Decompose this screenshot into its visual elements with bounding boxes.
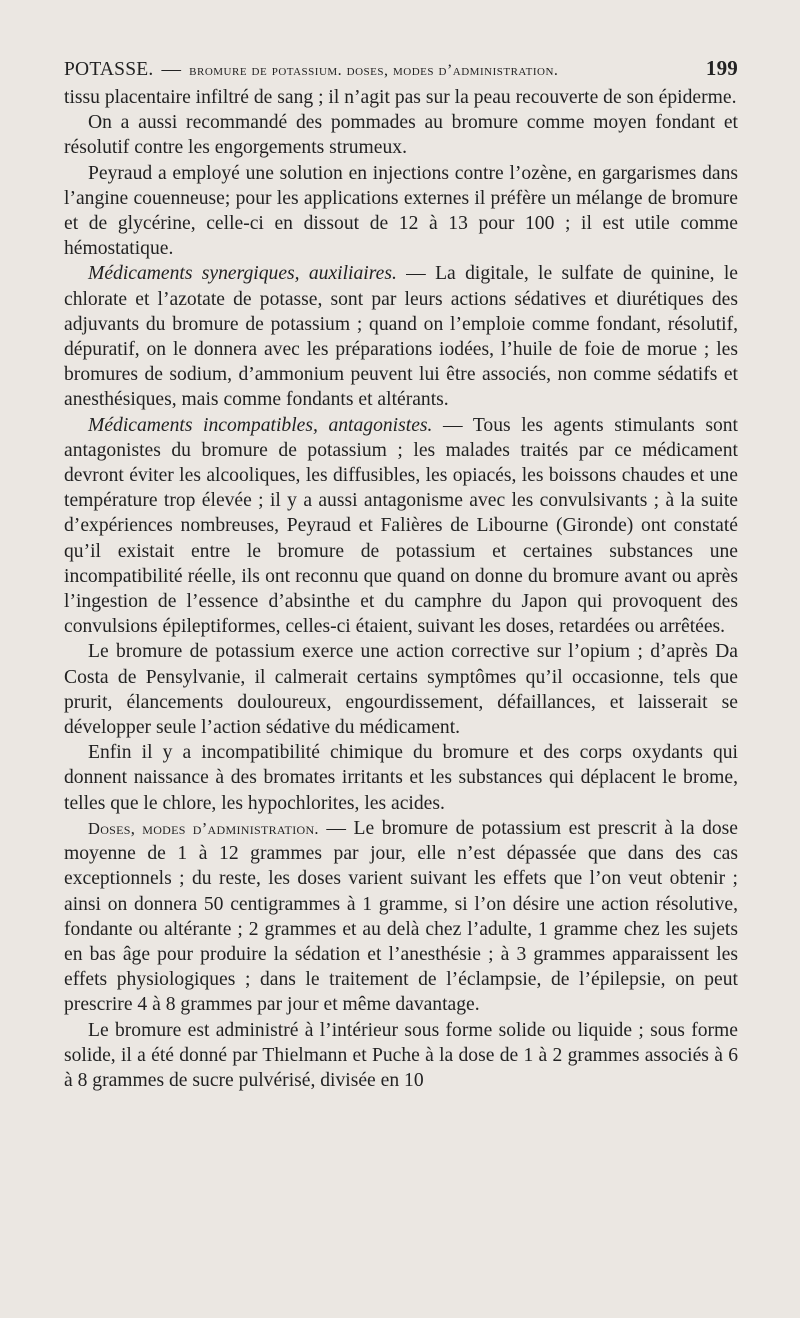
running-title-left: POTASSE.	[64, 59, 154, 80]
section-heading-doses: Doses, modes d’administration.	[88, 818, 319, 838]
paragraph-synergiques: Médicaments synergiques, auxiliaires. — La digitale, le sulfate de quinine, le chlorate et l’azotate de potasse, sont par leurs actions sédatives et diurétiques des adjuvants du bromure de potassium ; quand on l’emploie comme fondant, résolutif, dépuratif, on le donnera avec les préparations iodées, l’huile de foie de morue ; les bromures de sodium, d’ammonium peuvent lui être associés, non comme sédatifs et anesthésiques, mais comme fondants et altérants.	[64, 263, 739, 411]
paragraph-incompatibles: Médicaments incompatibles, antagonistes. — Tous les agents stimulants sont antagonistes du bromure de potassium ; les malades traités par ce médicament devront éviter les alcooliques, les diffusibles, les opiacés, les boissons chaudes et une température trop élevée ; il y a aussi antagonisme avec les convulsivants ; à la suite d’expériences nombreuses, Peyraud et Falières de Libourne (Gironde) ont constaté qu’il existait entre le bromure de potassium et certaines substances une incompatibilité réelle, ils ont reconnu que quand on donne du bromure avant ou après l’ingestion de l’essence d’absinthe et du camphre du Japon qui provoquent des convulsions épileptiformes, celles-ci étaient, suivant les doses, retardées ou arrêtées.	[64, 414, 739, 638]
paragraph-doses: Doses, modes d’administration. — Le bromure de potassium est prescrit à la dose moyenne de 1 à 12 grammes par jour, elle n’est dépassée que dans des cas exceptionnels ; du reste, les doses varient suivant les effets que l’on veut obtenir ; ainsi on donnera 50 centigrammes à 1 gramme, si l’on désire une action résolutive, fondante ou altérante ; 2 grammes et au delà chez l’adulte, 1 gramme chez les sujets en bas âge pour produire la sédation et l’anesthésie ; à 3 grammes apparaissent les effets physiologiques ; dans le traitement de l’éclampsie, de l’épilepsie, on peut prescrire 4 à 8 grammes par jour et même davantage.	[64, 817, 738, 1016]
paragraph-opium: Le bromure de potassium exerce une action corrective sur l’opium ; d’après Da Costa de Pensylvanie, il calmerait certains symptômes qu’il occasionne, tels que prurit, élancements douloureux, engourdissement, défaillances, et laisserait se développer seule l’action sédative du médicament.	[64, 641, 738, 739]
paragraph-administration: Le bromure est administré à l’intérieur sous forme solide ou liquide ; sous forme solide, il a été donné par Thielmann et Puche à la dose de 1 à 2 grammes associés à 6 à 8 grammes de sucre pulvérisé, divisée en 10	[64, 1019, 738, 1091]
paragraph-pommades: On a aussi recommandé des pommades au bromure comme moyen fondant et résolutif contre les engorgements strumeux.	[64, 112, 738, 159]
running-header	[64, 56, 738, 83]
running-title-right: bromure de potassium. doses, modes d’administration.	[189, 62, 559, 79]
header-dash: —	[161, 59, 182, 80]
page-number: 199	[705, 56, 738, 80]
section-heading-incompatibles: Médicaments incompatibles, antagonistes.	[88, 414, 433, 436]
paragraph-continuation: tissu placentaire infiltré de sang ; il n’agit pas sur la peau recouverte de son épiderme.	[64, 87, 737, 108]
section-heading-synergiques: Médicaments synergiques, auxiliaires.	[88, 263, 397, 285]
paragraph-peyraud: Peyraud a employé une solution en injections contre l’ozène, en gargarismes dans l’angine couenneuse; pour les applications externes il préfère un mélange de bromure et de glycérine, celle-ci en dissout de 12 à 13 pour 100 ; il est utile comme hémostatique.	[64, 162, 738, 260]
paragraph-chimique: Enfin il y a incompatibilité chimique du bromure et des corps oxydants qui donnent naissance à des bromates irritants et les substances qui déplacent le brome, telles que le chlore, les hypochlorites, les acides.	[64, 742, 738, 814]
body-text	[64, 85, 738, 1093]
